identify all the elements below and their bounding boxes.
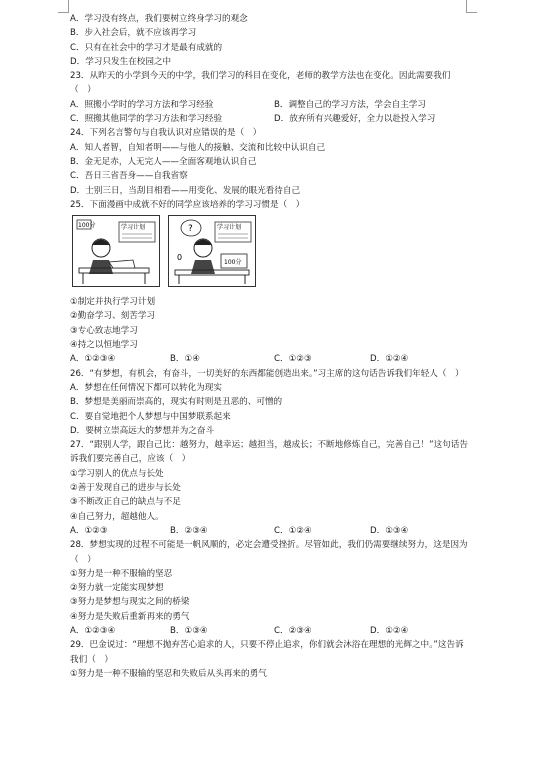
q26-option-a: A．梦想在任何情况下都可以转化为现实 — [70, 382, 222, 393]
q24-option-b: B．金无足赤，人无完人——全面客观地认识自己 — [70, 156, 257, 167]
q27-choice-a: A．①②③ — [70, 525, 108, 536]
q25-item-2: ②勤奋学习、刻苦学习 — [70, 311, 156, 322]
q25-stem: 25．下面漫画中成就不好的同学应该培养的学习习惯是（ ） — [70, 199, 305, 210]
q24-option-d: D．士别三日，当刮目相看——用变化、发展的眼光看待自己 — [70, 185, 301, 196]
cartoon-left-plan: 学习计划 — [121, 224, 146, 232]
q28-choice-c: C．②③④ — [274, 625, 312, 636]
q25-cartoon — [70, 215, 470, 293]
q23-options-row-2 — [70, 112, 470, 126]
q29-stem: 29．巴金说过：“理想不抛弃苦心追求的人，只要不停止追求，你们就会沐浴在理想的光辉之中。”这告诉我们（ ） — [70, 640, 464, 665]
cartoon-question-mark: ? — [188, 224, 193, 235]
q27-choices — [70, 524, 470, 538]
q27-item-2: ②善于发现自己的进步与长处 — [70, 483, 181, 494]
q26-stem: 26．“有梦想，有机会，有奋斗，一切美好的东西都能创造出来。”习主席的这句话告诉我们年轻人（ ） — [70, 368, 464, 379]
q25-choice-d: D．①②④ — [370, 354, 409, 365]
q25-item-4: ④持之以恒地学习 — [70, 340, 138, 351]
q24-option-a: A．知人者智，自知者明——与他人的接触、交流和比较中认识自己 — [70, 142, 326, 153]
exam-page — [70, 12, 470, 681]
q25-choice-a: A．①②③④ — [70, 354, 116, 365]
q22-option-d: D．学习只发生在校园之中 — [70, 56, 172, 67]
q28-stem: 28．梦想实现的过程不可能是一帆风顺的，必定会遭受挫折。尽管如此，我们仍需要继续努力，这是因为（ ） — [70, 540, 468, 565]
q23-options-row-1 — [70, 98, 470, 112]
cartoon-panel-left — [72, 215, 160, 287]
q27-choice-c: C．①②④ — [274, 525, 312, 536]
q24-stem: 24．下列名言警句与自我认识对应错误的是（ ） — [70, 128, 262, 139]
q25-choices — [70, 352, 470, 366]
q28-item-2: ②努力就一定能实现梦想 — [70, 583, 164, 594]
q24-option-c: C．吾日三省吾身——自我省察 — [70, 171, 188, 182]
q28-item-3: ③努力是梦想与现实之间的桥梁 — [70, 597, 190, 608]
cartoon-right-plan: 学习计划 — [217, 224, 242, 232]
q25-choice-b: B．①④ — [170, 354, 200, 365]
cartoon-panel-right — [168, 215, 256, 287]
q22-option-c: C．只有在社会中的学习才是最有成就的 — [70, 42, 223, 53]
q27-item-1: ①学习别人的优点与长处 — [70, 468, 164, 479]
q27-item-4: ④自己努力，超越他人。 — [70, 511, 164, 522]
q25-item-1: ①制定并执行学习计划 — [70, 297, 156, 308]
q27-item-3: ③不断改正自己的缺点与不足 — [70, 497, 181, 508]
q23-option-a: A．照搬小学时的学习方法和学习经验 — [70, 99, 214, 110]
q28-choice-a: A．①②③④ — [70, 625, 116, 636]
q26-option-b: B．梦想是美丽而崇高的，现实有时则是丑恶的、可憎的 — [70, 397, 283, 408]
cartoon-left-score: 100分 — [78, 222, 96, 230]
crop-mark-top-left — [58, 0, 69, 13]
q22-option-b: B．步入社会后，就不应该再学习 — [70, 28, 197, 39]
q25-item-3: ③专心致志地学习 — [70, 325, 138, 336]
q28-item-1: ①努力是一种不服输的坚忍 — [70, 568, 173, 579]
cartoon-right-score: 100分 — [224, 259, 242, 267]
q28-choice-d: D．①②④ — [370, 625, 409, 636]
q23-option-b: B．调整自己的学习方法，学会自主学习 — [274, 99, 426, 110]
q26-option-d: D．要树立崇高远大的梦想并为之奋斗 — [70, 425, 215, 436]
cartoon-right-zero: 0 — [177, 253, 183, 263]
q27-choice-d: D．①③④ — [370, 525, 409, 536]
q26-option-c: C．要自觉地把个人梦想与中国梦联系起来 — [70, 411, 231, 422]
q29-item-1: ①努力是一种不服输的坚忍和失败后从头再来的勇气 — [70, 668, 267, 679]
q27-choice-b: B．②③④ — [170, 525, 208, 536]
q28-choice-b: B．①③④ — [170, 625, 208, 636]
q27-stem: 27．“跟别人学，跟自己比：越努力，越幸运；越担当，越成长；不断地修炼自己，完善自己！”这句话告诉我们要完善自己，应该（ ） — [70, 440, 468, 465]
q23-option-d: D．放弃所有兴趣爱好，全力以赴投入学习 — [274, 114, 436, 125]
q23-option-c: C．照搬其他同学的学习方法和学习经验 — [70, 114, 223, 125]
q23-stem: 23．从昨天的小学到今天的中学，我们学习的科目在变化，老师的教学方法也在变化。因此需要我们（ ） — [70, 71, 451, 96]
q28-choices — [70, 624, 470, 638]
q22-option-a: A．学习没有终点，我们要树立终身学习的观念 — [70, 14, 248, 24]
q28-item-4: ④努力是失败后重新再来的勇气 — [70, 611, 190, 622]
q25-choice-c: C．①②③ — [274, 354, 312, 365]
